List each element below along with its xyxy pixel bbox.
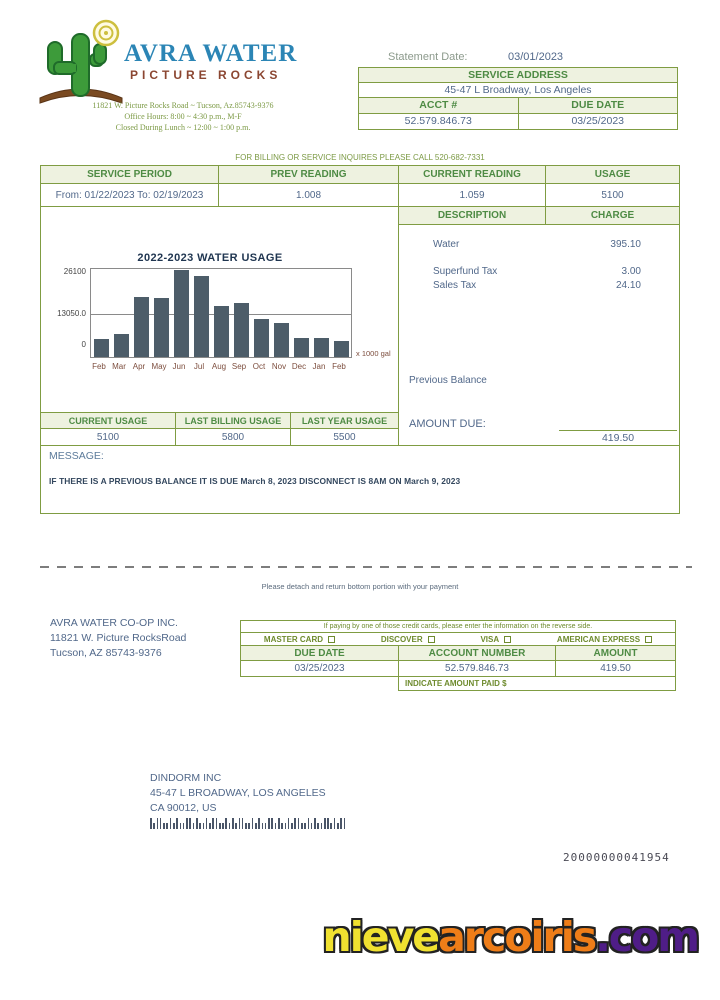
charge-item-label: Superfund Tax <box>433 266 498 277</box>
barcode-bar <box>209 823 211 829</box>
col-header-usage: USAGE <box>546 166 679 184</box>
barcode-bar <box>189 818 191 829</box>
barcode-bar <box>268 818 270 829</box>
service-address-value-row <box>358 82 678 98</box>
amount-due-rule <box>559 430 677 431</box>
stub-due-date-header: DUE DATE <box>241 646 399 660</box>
col-header-prev-reading: PREV READING <box>219 166 399 184</box>
description-header: DESCRIPTION <box>399 207 546 225</box>
barcode-bar <box>219 823 221 829</box>
message-box <box>40 445 680 514</box>
chart-bar <box>94 339 109 357</box>
x-axis-label: Apr <box>132 362 146 371</box>
x-axis-label: Feb <box>332 362 346 371</box>
x-axis-labels <box>89 362 355 371</box>
barcode-bar <box>317 823 319 829</box>
amount-paid-row <box>398 676 676 691</box>
office-line: Closed During Lunch ~ 12:00 ~ 1:00 p.m. <box>115 123 251 132</box>
x-axis-label: Aug <box>211 362 227 371</box>
barcode-bar <box>193 823 195 829</box>
card-checkbox[interactable] <box>645 636 652 643</box>
col-header-current-reading: CURRENT READING <box>399 166 546 184</box>
barcode-bar <box>173 823 175 829</box>
statement-date-label: Statement Date: <box>388 51 468 63</box>
x-axis-label: Mar <box>112 362 126 371</box>
barcode-bar <box>229 823 231 829</box>
charge-item-label: Sales Tax <box>433 280 477 291</box>
barcode-bar <box>157 818 159 829</box>
barcode-bar <box>340 818 342 829</box>
credit-cards-row <box>240 632 676 646</box>
stub-account-header: ACCOUNT NUMBER <box>399 646 556 660</box>
service-address-header-row <box>358 67 678 83</box>
barcode-bar <box>160 818 162 829</box>
x-axis-label: Nov <box>271 362 287 371</box>
barcode-bar <box>180 823 182 829</box>
billing-inquiry-line: FOR BILLING OR SERVICE INQUIRES PLEASE CALL 520-682-7331 <box>235 153 485 162</box>
charge-item-amount: 395.10 <box>610 239 641 250</box>
barcode-bar <box>242 818 244 829</box>
barcode-bar <box>337 823 339 829</box>
x-axis-label: Jul <box>193 362 205 371</box>
stub-header-row <box>240 645 676 661</box>
card-checkbox[interactable] <box>328 636 335 643</box>
card-checkbox[interactable] <box>428 636 435 643</box>
charge-item-label: Water <box>433 239 460 250</box>
barcode-bar <box>288 818 290 829</box>
chart-bar <box>214 306 229 357</box>
barcode-bar <box>166 823 168 829</box>
last-billing-usage-header: LAST BILLING USAGE <box>176 412 291 429</box>
barcode-bar <box>150 818 152 829</box>
chart-bar <box>114 334 129 357</box>
barcode-bar <box>183 823 185 829</box>
barcode-bar <box>278 818 280 829</box>
barcode-bar <box>258 818 260 829</box>
barcode-bar <box>216 818 218 829</box>
barcode-bar <box>324 818 326 829</box>
barcode-bar <box>248 823 250 829</box>
barcode-bar <box>196 818 198 829</box>
amount-due-value: 419.50 <box>601 432 635 444</box>
barcode-bar <box>291 823 293 829</box>
col-header-service-period: SERVICE PERIOD <box>41 166 219 184</box>
message-label: MESSAGE: <box>49 450 104 462</box>
x-axis-label: Jan <box>312 362 326 371</box>
charge-item-amount: 24.10 <box>615 280 641 291</box>
service-address-label: SERVICE ADDRESS <box>468 68 568 81</box>
chart-title: 2022-2023 WATER USAGE <box>137 252 283 264</box>
office-info <box>28 100 338 133</box>
barcode-bar <box>304 823 306 829</box>
y-axis-tick: 13050.0 <box>57 309 86 318</box>
x-axis-label: May <box>151 362 167 371</box>
barcode-bar <box>327 818 329 829</box>
office-line: Office Hours: 8:00 ~ 4:30 p.m., M-F <box>124 112 242 121</box>
chart-bar <box>174 270 189 357</box>
barcode-bar <box>176 818 178 829</box>
barcode-bar <box>314 818 316 829</box>
x-axis-label: Oct <box>252 362 266 371</box>
remit-line: 11821 W. Picture RocksRoad <box>50 632 187 644</box>
site-watermark <box>0 913 698 961</box>
barcode-bar <box>206 818 208 829</box>
stub-amount-header: AMOUNT <box>556 646 675 660</box>
detach-dashed-line <box>40 566 692 568</box>
recipient-line: DINDORM INC <box>150 772 222 784</box>
watermark-part: arcoiris <box>438 913 596 961</box>
card-option: MASTER CARD <box>264 635 335 644</box>
card-checkbox[interactable] <box>504 636 511 643</box>
chart-unit-label: x 1000 gal <box>356 349 391 358</box>
barcode-bar <box>153 823 155 829</box>
card-option: AMERICAN EXPRESS <box>557 635 652 644</box>
stub-amount-value: 419.50 <box>600 663 631 674</box>
x-axis-label: Feb <box>92 362 106 371</box>
barcode-bar <box>294 818 296 829</box>
remit-line: AVRA WATER CO-OP INC. <box>50 617 178 629</box>
cc-note: If paying by one of those credit cards, please enter the information on the reverse side. <box>323 623 593 630</box>
due-date-label: DUE DATE <box>571 99 625 111</box>
chart-bar <box>194 276 209 357</box>
acct-label: ACCT # <box>359 98 519 113</box>
chart-bars <box>94 269 349 357</box>
barcode-bar <box>203 823 205 829</box>
chart-bar <box>294 338 309 357</box>
barcode-bar <box>344 818 346 829</box>
due-date-value: 03/25/2023 <box>571 115 625 127</box>
postal-barcode <box>150 818 347 829</box>
barcode-bar <box>212 818 214 829</box>
barcode-bar <box>330 823 332 829</box>
detach-instruction: Please detach and return bottom portion with your payment <box>261 582 459 591</box>
last-billing-usage-value: 5800 <box>176 429 291 445</box>
barcode-bar <box>321 823 323 829</box>
x-axis-label: Dec <box>291 362 307 371</box>
chart-bar <box>234 303 249 357</box>
barcode-bar <box>275 823 277 829</box>
stub-value-row <box>240 660 676 677</box>
barcode-bar <box>186 818 188 829</box>
barcode-bar <box>239 818 241 829</box>
acct-number: 52.579.846.73 <box>359 114 519 129</box>
remit-line: Tucson, AZ 85743-9376 <box>50 647 162 659</box>
barcode-bar <box>308 818 310 829</box>
watermark-part: nieve <box>322 913 439 961</box>
table-divider <box>398 207 399 446</box>
charge-header: CHARGE <box>546 207 679 225</box>
stub-due-date-value: 03/25/2023 <box>241 661 399 676</box>
barcode-bar <box>235 823 237 829</box>
barcode-bar <box>245 823 247 829</box>
chart-bar <box>134 297 149 357</box>
barcode-bar <box>281 823 283 829</box>
chart-bar <box>314 338 329 357</box>
previous-balance-label: Previous Balance <box>409 375 487 386</box>
chart-bar <box>274 323 289 357</box>
recipient-line: CA 90012, US <box>150 802 217 814</box>
x-axis-label: Sep <box>231 362 247 371</box>
service-address-value: 45-47 L Broadway, Los Angeles <box>444 83 592 96</box>
current-reading-value: 1.059 <box>399 184 546 207</box>
y-axis-tick: 0 <box>81 340 86 349</box>
chart-bar <box>154 298 169 357</box>
prev-reading-value: 1.008 <box>219 184 399 207</box>
acct-duedate-value-row <box>358 113 678 130</box>
x-axis-label: Jun <box>172 362 186 371</box>
card-option: VISA <box>480 635 511 644</box>
charge-item-amount: 3.00 <box>621 266 641 277</box>
barcode-bar <box>271 818 273 829</box>
last-year-usage-header: LAST YEAR USAGE <box>291 412 399 429</box>
chart-bar <box>334 341 349 357</box>
card-option: DISCOVER <box>381 635 435 644</box>
remit-address <box>50 616 186 661</box>
amount-paid-label: INDICATE AMOUNT PAID $ <box>405 679 507 688</box>
barcode-bar <box>265 823 267 829</box>
barcode-bar <box>232 818 234 829</box>
service-period-value: From: 01/22/2023 To: 02/19/2023 <box>41 184 219 207</box>
barcode-bar <box>334 818 336 829</box>
acct-duedate-header-row <box>358 97 678 114</box>
barcode-bar <box>225 818 227 829</box>
barcode-bar <box>298 818 300 829</box>
stub-account-value: 52.579.846.73 <box>399 661 556 676</box>
barcode-bar <box>163 823 165 829</box>
chart-bar <box>254 319 269 357</box>
current-usage-header: CURRENT USAGE <box>41 412 176 429</box>
barcode-bar <box>222 823 224 829</box>
last-year-usage-value: 5500 <box>291 429 399 445</box>
recipient-line: 45-47 L BROADWAY, LOS ANGELES <box>150 787 326 799</box>
recipient-address <box>150 771 326 816</box>
statement-date-value: 03/01/2023 <box>508 51 564 63</box>
amount-due-label: AMOUNT DUE: <box>409 418 486 430</box>
company-name: AVRA WATER <box>124 40 298 67</box>
usage-value: 5100 <box>546 184 679 207</box>
document-number: 20000000041954 <box>563 851 670 864</box>
barcode-bar <box>262 823 264 829</box>
watermark-part: .com <box>595 913 698 961</box>
barcode-bar <box>170 818 172 829</box>
barcode-bar <box>285 823 287 829</box>
company-subtitle: PICTURE ROCKS <box>130 68 282 82</box>
barcode-bar <box>199 823 201 829</box>
cactus-logo-icon <box>34 18 126 108</box>
y-axis-tick: 26100 <box>63 267 86 276</box>
barcode-bar <box>301 823 303 829</box>
barcode-bar <box>311 823 313 829</box>
office-line: 11821 W. Picture Rocks Road ~ Tucson, Az.85743-9376 <box>92 101 274 110</box>
chart-plot-area <box>90 268 352 358</box>
barcode-bar <box>252 818 254 829</box>
barcode-bar <box>255 823 257 829</box>
message-text: IF THERE IS A PREVIOUS BALANCE IT IS DUE March 8, 2023 DISCONNECT IS 8AM ON March 9, 2023 <box>49 476 461 486</box>
current-usage-value: 5100 <box>41 429 176 445</box>
